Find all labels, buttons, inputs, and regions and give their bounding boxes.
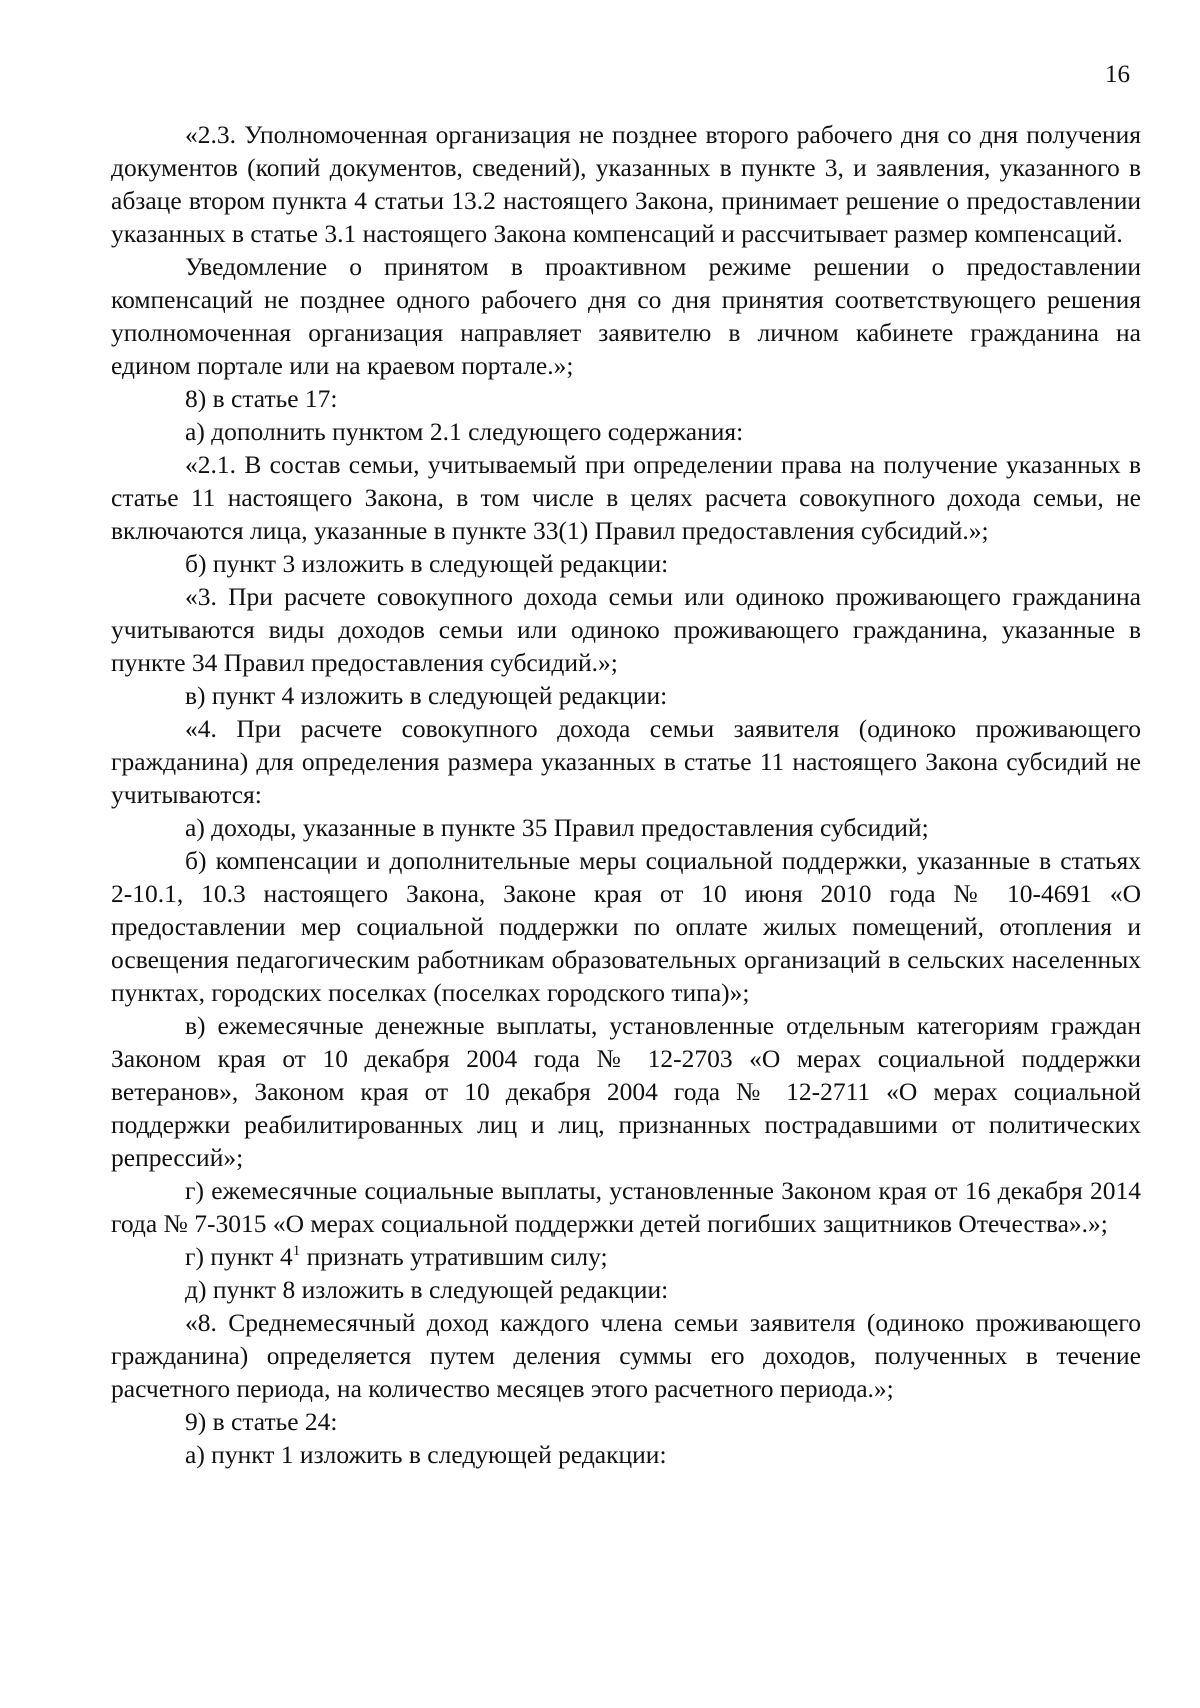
paragraph-subitem-g bbox=[111, 1240, 1141, 1273]
paragraph-subitem-g-before: г) пункт 4 bbox=[185, 1242, 293, 1271]
superscript-index: 1 bbox=[292, 1243, 301, 1259]
paragraph-subitem-v: в) пункт 4 изложить в следующей редакции: bbox=[185, 681, 668, 710]
paragraph-2-1: «2.1. В состав семьи, учитываемый при определении права на получение указанных в статье 11 настоящего Закона, в том числе в целях расчета совокупного дохода семьи, не включаются лица, указанные в пункте 33(1) Правил предоставления субсидий.»; bbox=[111, 450, 1141, 545]
paragraph-item-8: 8) в статье 17: bbox=[185, 384, 338, 413]
paragraph-item-9: 9) в статье 24: bbox=[185, 1407, 338, 1436]
paragraph-9-a: а) пункт 1 изложить в следующей редакции: bbox=[185, 1440, 667, 1469]
paragraph-4: «4. При расчете совокупного дохода семьи заявителя (одиноко проживающего гражданина) для определения размера указанных в статье 11 настоящего Закона субсидий не учитываются: bbox=[111, 714, 1141, 809]
page-number: 16 bbox=[1105, 61, 1130, 88]
paragraph-4-v: в) ежемесячные денежные выплаты, установленные отдельным категориям граждан Законом края от 10 декабря 2004 года № 12-2703 «О мерах социальной поддержки ветеранов», Законом края от 10 декабря 2004 года № 12-2711 «О мерах социальной поддержки реабилитированных лиц и лиц, признанных пострадавшими от политических репрессий»; bbox=[111, 1011, 1141, 1172]
paragraph-4-g: г) ежемесячные социальные выплаты, установленные Законом края от 16 декабря 2014 года № 7-3015 «О мерах социальной поддержки детей погибших защитников Отечества».»; bbox=[111, 1176, 1141, 1238]
paragraph-8: «8. Среднемесячный доход каждого члена семьи заявителя (одиноко проживающего гражданина) определяется путем деления суммы его доходов, полученных в течение расчетного периода, на количество месяцев этого расчетного периода.»; bbox=[111, 1308, 1141, 1403]
paragraph-2-3: «2.3. Уполномоченная организация не позднее второго рабочего дня со дня получения документов (копий документов, сведений), указанных в пункте 3, и заявления, указанного в абзаце втором пункта 4 статьи 13.2 настоящего Закона, принимает решение о предоставлении указанных в статье 3.1 настоящего Закона компенсаций и рассчитывает размер компенсаций. bbox=[111, 120, 1141, 248]
paragraph-subitem-d: д) пункт 8 изложить в следующей редакции: bbox=[185, 1275, 669, 1304]
paragraph-notification: Уведомление о принятом в проактивном режиме решении о предоставлении компенсаций не позднее одного рабочего дня со дня принятия соответствующего решения уполномоченная организация направляет заявителю в личном кабинете гражданина на едином портале или на краевом портале.»; bbox=[111, 252, 1141, 380]
paragraph-3: «3. При расчете совокупного дохода семьи или одиноко проживающего гражданина учитываются виды доходов семьи или одиноко проживающего гражданина, указанные в пункте 34 Правил предоставления субсидий.»; bbox=[111, 582, 1141, 677]
paragraph-subitem-a: а) дополнить пунктом 2.1 следующего содержания: bbox=[185, 417, 744, 446]
paragraph-subitem-b: б) пункт 3 изложить в следующей редакции: bbox=[185, 549, 669, 578]
document-body bbox=[111, 118, 1141, 1471]
paragraph-4-b: б) компенсации и дополнительные меры социальной поддержки, указанные в статьях 2-10.1, 10.3 настоящего Закона, Законе края от 10 июня 2010 года № 10-4691 «О предоставлении мер социальной поддержки по оплате жилых помещений, отопления и освещения педагогическим работникам образовательных организаций в сельских населенных пунктах, городских поселках (поселках городского типа)»; bbox=[111, 846, 1141, 1007]
paragraph-subitem-g-after: признать утратившим силу; bbox=[300, 1242, 608, 1271]
paragraph-4-a: а) доходы, указанные в пункте 35 Правил предоставления субсидий; bbox=[185, 813, 929, 842]
